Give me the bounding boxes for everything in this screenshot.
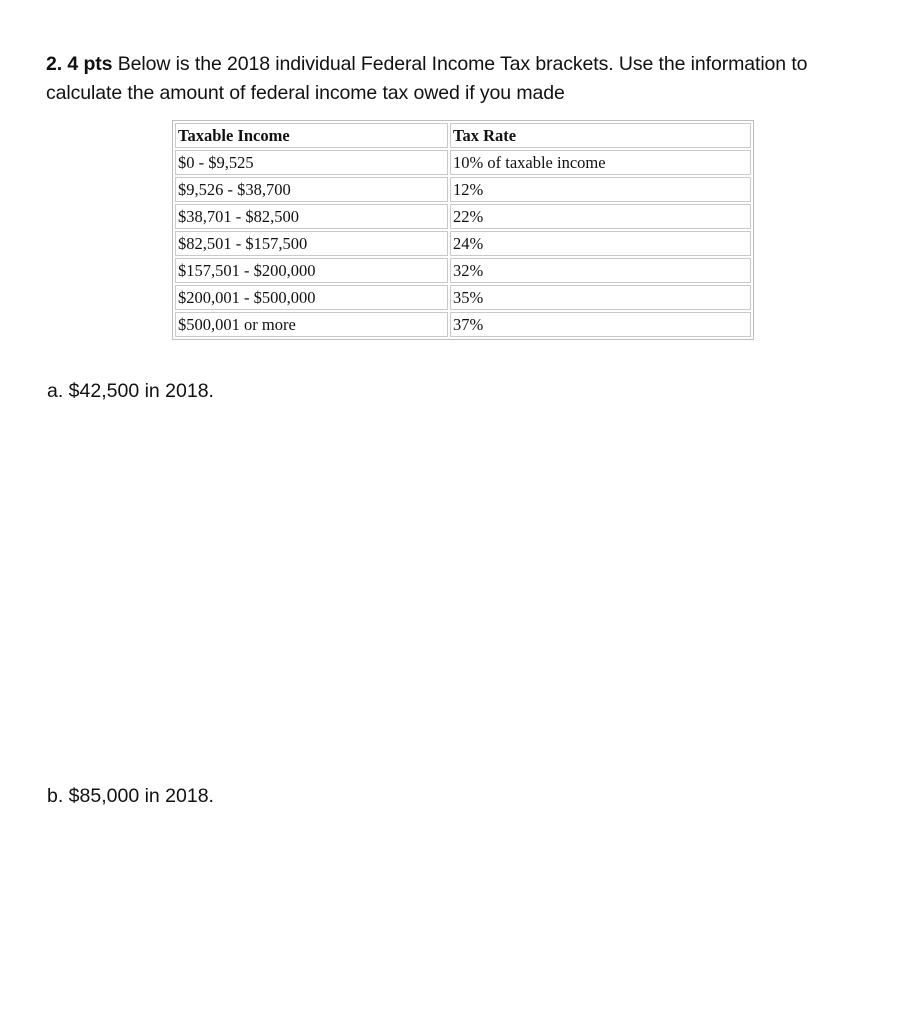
table-row [175, 285, 751, 310]
rate-cell: 12% [450, 177, 751, 202]
income-cell: $38,701 - $82,500 [175, 204, 448, 229]
income-cell: $0 - $9,525 [175, 150, 448, 175]
table-header-row [175, 123, 751, 148]
rate-cell: 24% [450, 231, 751, 256]
income-cell: $500,001 or more [175, 312, 448, 337]
table-row [175, 312, 751, 337]
income-cell: $82,501 - $157,500 [175, 231, 448, 256]
income-cell: $157,501 - $200,000 [175, 258, 448, 283]
header-taxable-income: Taxable Income [175, 123, 448, 148]
header-tax-rate: Tax Rate [450, 123, 751, 148]
tax-bracket-table [172, 120, 754, 340]
question-number: 2. [46, 53, 63, 75]
table-row [175, 177, 751, 202]
table-row [175, 204, 751, 229]
rate-cell: 10% of taxable income [450, 150, 751, 175]
table-row [175, 231, 751, 256]
question-line-2: calculate the amount of federal income tax owed if you made [46, 82, 565, 104]
rate-cell: 35% [450, 285, 751, 310]
part-a-prompt: a. $42,500 in 2018. [47, 380, 214, 402]
rate-cell: 37% [450, 312, 751, 337]
rate-cell: 32% [450, 258, 751, 283]
table-row [175, 258, 751, 283]
table-row [175, 150, 751, 175]
rate-cell: 22% [450, 204, 751, 229]
income-cell: $9,526 - $38,700 [175, 177, 448, 202]
question-points: 4 pts [67, 53, 113, 75]
question-line-1: Below is the 2018 individual Federal Income Tax brackets. Use the information to [117, 53, 808, 75]
question-text [46, 50, 876, 108]
part-b-prompt: b. $85,000 in 2018. [47, 785, 214, 807]
income-cell: $200,001 - $500,000 [175, 285, 448, 310]
